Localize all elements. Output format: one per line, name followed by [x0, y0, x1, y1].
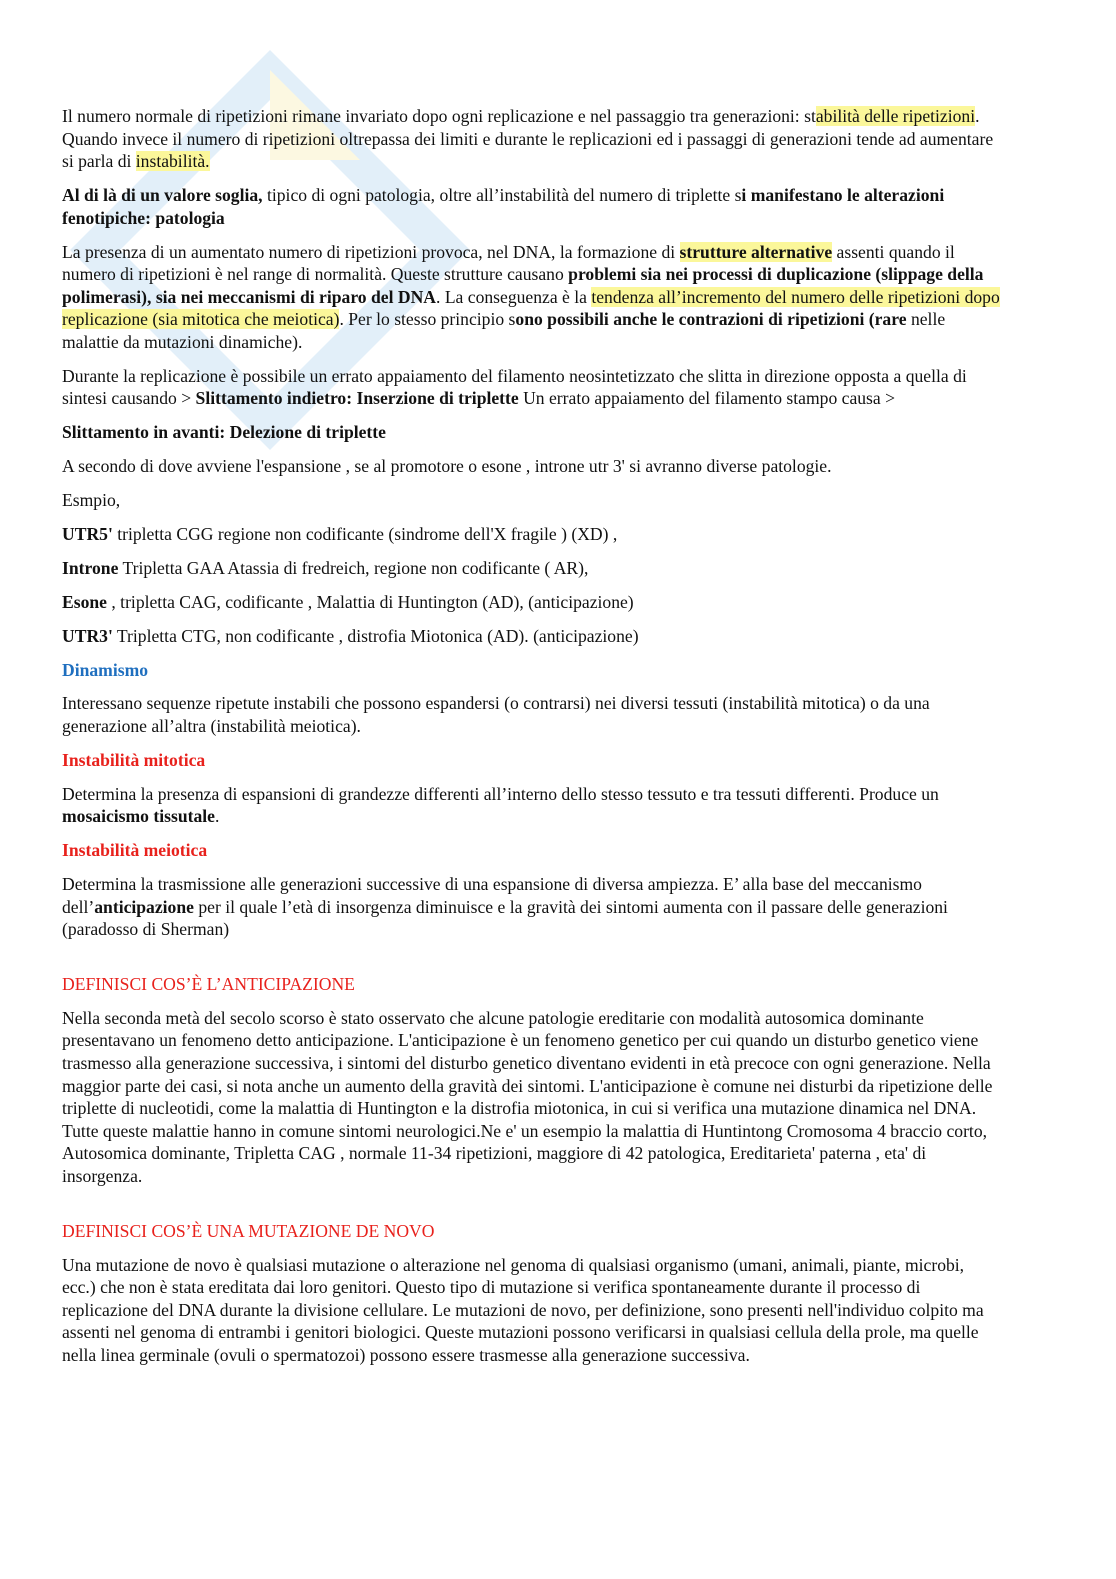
text-run: .	[214, 806, 220, 827]
text-run: DEFINISCI COS’È L’ANTICIPAZIONE	[62, 973, 355, 994]
section-heading	[62, 659, 1002, 682]
bold-text: problemi sia nei processi di duplicazione (slippage della polimerasi), sia nei meccanismi di riparo del DNA	[62, 264, 984, 307]
paragraph	[62, 591, 1002, 614]
text-run: nelle malattie da mutazioni dinamiche).	[62, 309, 946, 352]
text-run: Nella seconda metà del secolo scorso è stato osservato che alcune patologie ereditarie con modalità autosomica dominante presentavano un fenomeno detto anticipazione. L'anticipazione è un fenomeno genetico per cui quando un disturbo genetico viene trasmesso alla generazione successiva, i sintomi del disturbo genetico diventano evidenti in età precoce con ogni generazione. Nella maggior parte dei casi, si nota anche un aumento della gravità dei sintomi. L'anticipazione è comune nei disturbi da ripetizione delle triplette di nucleotidi, come la malattia di Huntington e la distrofia miotonica, in cui si verifica una mutazione dinamica nel DNA. Tutte queste malattie hanno in comune sintomi neurologici.Ne e' un esempio la malattia di Huntintong Cromosoma 4 braccio corto, Autosomica dominante, Tripletta CAG , normale 11-34 ripetizioni, maggiore di 42 patologica, Ereditarieta' paterna , eta' di insorgenza.	[62, 1007, 993, 1187]
paragraph	[62, 241, 1002, 354]
text-run: Interessano sequenze ripetute instabili che possono espandersi (o contrarsi) nei diversi tessuti (instabilità mitotica) o da una generazione all’altra (instabilità meiotica).	[62, 693, 930, 737]
paragraph	[62, 692, 1002, 737]
text-run: . Quando invece il numero di ripetizioni oltrepassa dei limiti e durante le replicazioni ed i passaggi di generazioni tende ad aumentare si parla di	[62, 106, 994, 172]
bold-text: Introne	[62, 557, 119, 578]
text-run: Esmpio,	[62, 490, 121, 511]
text-run: Instabilità mitotica	[62, 749, 206, 770]
text-run: per il quale l’età di insorgenza diminuisce e la gravità dei sintomi aumenta con il passare delle generazioni (paradosso di Sherman)	[62, 896, 948, 940]
text-run: La presenza di un aumentato numero di ripetizioni provoca, nel DNA, la formazione di	[62, 241, 680, 262]
highlighted-text: tendenza all’incremento del numero delle ripetizioni dopo replicazione (sia mitotica che meiotica)	[62, 286, 1000, 330]
paragraph	[62, 489, 1002, 512]
paragraph	[62, 625, 1002, 648]
paragraph	[62, 1254, 1002, 1367]
highlighted-text: instabilità.	[135, 151, 210, 172]
paragraph	[62, 873, 1002, 941]
paragraph	[62, 105, 1002, 173]
text-run: A secondo di dove avviene l'espansione , se al promotore o esone , introne utr 3' si avranno diverse patologie.	[62, 456, 832, 477]
text-run: Durante la replicazione è possibile un errato appaiamento del filamento neosintetizzato che slitta in direzione opposta a quella di sintesi causando >	[62, 365, 967, 409]
text-run: Un errato appaiamento del filamento stampo causa >	[518, 388, 896, 409]
text-run: Determina la trasmissione alle generazioni successive di una espansione di diversa ampiezza. E’ alla base del meccanismo dell’	[62, 874, 922, 917]
section-heading	[62, 1220, 1002, 1243]
text-run: Dinamismo	[62, 659, 149, 680]
document-body	[62, 105, 1002, 1378]
section-heading	[62, 749, 1002, 772]
paragraph	[62, 365, 1002, 410]
bold-text: i manifestano le alterazioni fenotipiche: patologia	[62, 185, 945, 228]
text-run: Tripletta GAA Atassia di fredreich, regione non codificante ( AR),	[118, 557, 589, 578]
bold-text: UTR3'	[62, 625, 113, 646]
text-run: Il numero normale di ripetizioni rimane invariato dopo ogni replicazione e nel passaggio tra generazioni: st	[62, 106, 816, 126]
paragraph	[62, 783, 1002, 828]
paragraph	[62, 455, 1002, 478]
paragraph	[62, 421, 1002, 444]
text-run: Determina la presenza di espansioni di grandezze differenti all’interno dello stesso tessuto e tra tessuti differenti. Produce un	[62, 783, 939, 804]
text-run: tripletta CGG regione non codificante (sindrome dell'X fragile ) (XD) ,	[112, 523, 618, 544]
highlighted-text: strutture alternative	[679, 241, 833, 262]
bold-text: Al di là di un valore soglia,	[62, 185, 263, 206]
text-run: tipico di ogni patologia, oltre all’instabilità del numero di triplette s	[262, 185, 742, 206]
text-run: Una mutazione de novo è qualsiasi mutazione o alterazione nel genoma di qualsiasi organismo (umani, animali, piante, microbi, ecc.) che non è stata ereditata dai loro genitori. Questo tipo di mutazione si verifica spontaneamente durante il processo di replicazione del DNA durante la divisione cellulare. Le mutazioni de novo, per definizione, sono presenti nell'individuo colpito ma assenti nel genoma di entrambi i genitori biologici. Queste mutazioni possono verificarsi in qualsiasi cellula della prole, ma quelle nella linea germinale (ovuli o spermatozoi) possono essere trasmesse alla generazione successiva.	[62, 1254, 984, 1365]
paragraph	[62, 523, 1002, 546]
text-run: , tripletta CAG, codificante , Malattia di Huntington (AD), (anticipazione)	[106, 591, 634, 612]
paragraph	[62, 557, 1002, 580]
bold-text: Esone	[62, 591, 107, 612]
paragraph	[62, 1007, 1002, 1188]
bold-text: mosaicismo tissutale	[62, 806, 215, 827]
text-run: Tripletta CTG, non codificante , distrofia Miotonica (AD). (anticipazione)	[112, 625, 639, 646]
bold-text: anticipazione	[94, 896, 194, 917]
paragraph	[62, 184, 1002, 229]
section-heading	[62, 973, 1002, 996]
bold-text: ono possibili anche le contrazioni di ripetizioni (rare	[515, 309, 907, 330]
bold-text: Slittamento indietro: Inserzione di triplette	[195, 388, 519, 409]
section-heading	[62, 839, 1002, 862]
text-run: Instabilità meiotica	[62, 840, 208, 861]
bold-text: UTR5'	[62, 523, 113, 544]
text-run: . La conseguenza è la	[436, 286, 592, 307]
text-run: . Per lo stesso principio s	[339, 309, 516, 330]
text-run: assenti quando il numero di ripetizioni è nel range di normalità. Queste strutture causano	[62, 241, 955, 285]
highlighted-text: abilità delle ripetizioni	[815, 106, 976, 126]
bold-text: Slittamento in avanti: Delezione di triplette	[62, 422, 386, 443]
text-run: DEFINISCI COS’È UNA MUTAZIONE DE NOVO	[62, 1220, 435, 1241]
